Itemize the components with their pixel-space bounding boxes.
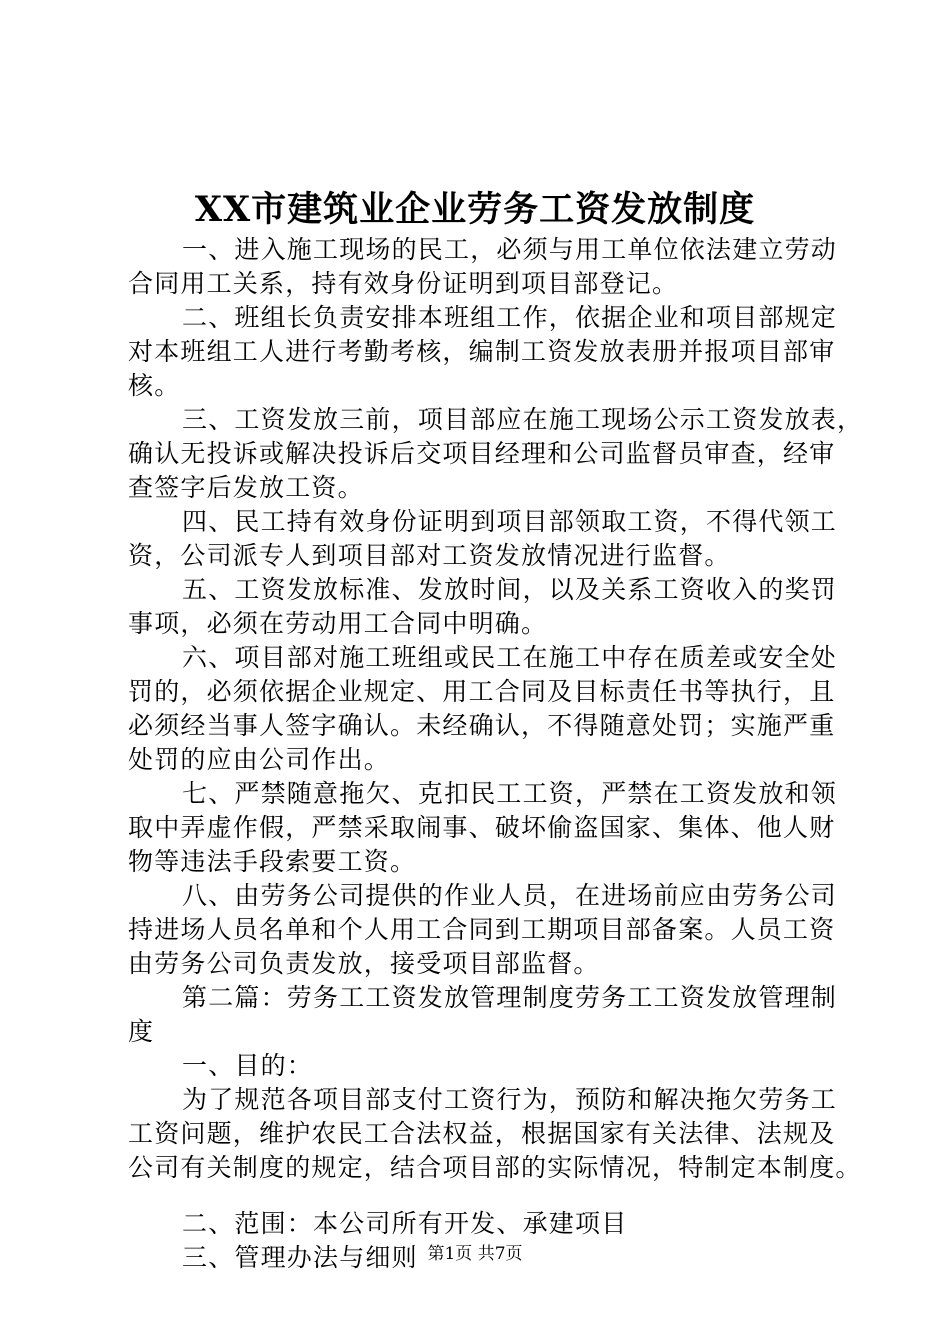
body-line: 三、管理办法与细则	[182, 1243, 418, 1272]
body-line: 五、工资发放标准、发放时间，以及关系工资收入的奖罚	[182, 575, 838, 604]
body-line: 必须经当事人签字确认。未经确认，不得随意处罚；实施严重	[128, 711, 836, 740]
body-line: 六、项目部对施工班组或民工在施工中存在质差或安全处	[182, 643, 838, 672]
body-line: 一、目的：	[182, 1051, 314, 1080]
paragraph-gap	[128, 1188, 858, 1210]
body-line: 查签字后发放工资。	[128, 473, 364, 502]
body-line: 物等违法手段索要工资。	[128, 847, 417, 876]
body-line: 公司有关制度的规定，结合项目部的实际情况，特制定本制度。	[128, 1153, 862, 1182]
body-line: 四、民工持有效身份证明到项目部领取工资，不得代领工	[182, 507, 838, 536]
body-line: 确认无投诉或解决投诉后交项目经理和公司监督员审查，经审	[128, 439, 836, 468]
body-line: 罚的，必须依据企业规定、用工合同及目标责任书等执行，且	[128, 677, 836, 706]
body-line: 八、由劳务公司提供的作业人员，在进场前应由劳务公司	[182, 881, 838, 910]
page-footer: 第1页 共7页	[427, 1244, 523, 1264]
body-line: 取中弄虚作假，严禁采取闹事、破坏偷盗国家、集体、他人财	[128, 813, 836, 842]
document-body	[128, 235, 864, 1278]
body-line: 度	[128, 1017, 155, 1046]
body-line: 一、进入施工现场的民工，必须与用工单位依法建立劳动	[182, 235, 838, 264]
body-line: 事项，必须在劳动用工合同中明确。	[128, 609, 548, 638]
body-line: 七、严禁随意拖欠、克扣民工工资，严禁在工资发放和领	[182, 779, 838, 808]
body-line: 第二篇：劳务工工资发放管理制度劳务工工资发放管理制	[182, 983, 838, 1012]
body-line: 对本班组工人进行考勤考核，编制工资发放表册并报项目部审	[128, 337, 836, 366]
body-line: 三、工资发放三前，项目部应在施工现场公示工资发放表，	[182, 405, 864, 434]
document-title: XX市建筑业企业劳务工资发放制度	[194, 189, 756, 230]
body-line: 由劳务公司负责发放，接受项目部监督。	[128, 949, 600, 978]
body-line: 为了规范各项目部支付工资行为，预防和解决拖欠劳务工	[182, 1085, 838, 1114]
body-line: 持进场人员名单和个人用工合同到工期项目部备案。人员工资	[128, 915, 836, 944]
body-line: 二、范围：本公司所有开发、承建项目	[182, 1209, 628, 1238]
body-line: 核。	[128, 371, 181, 400]
body-line: 合同用工关系，持有效身份证明到项目部登记。	[128, 269, 679, 298]
body-line: 资，公司派专人到项目部对工资发放情况进行监督。	[128, 541, 731, 570]
body-line: 二、班组长负责安排本班组工作，依据企业和项目部规定	[182, 303, 838, 332]
body-line: 处罚的应由公司作出。	[128, 745, 391, 774]
body-line: 工资问题，维护农民工合法权益，根据国家有关法律、法规及	[128, 1119, 836, 1148]
